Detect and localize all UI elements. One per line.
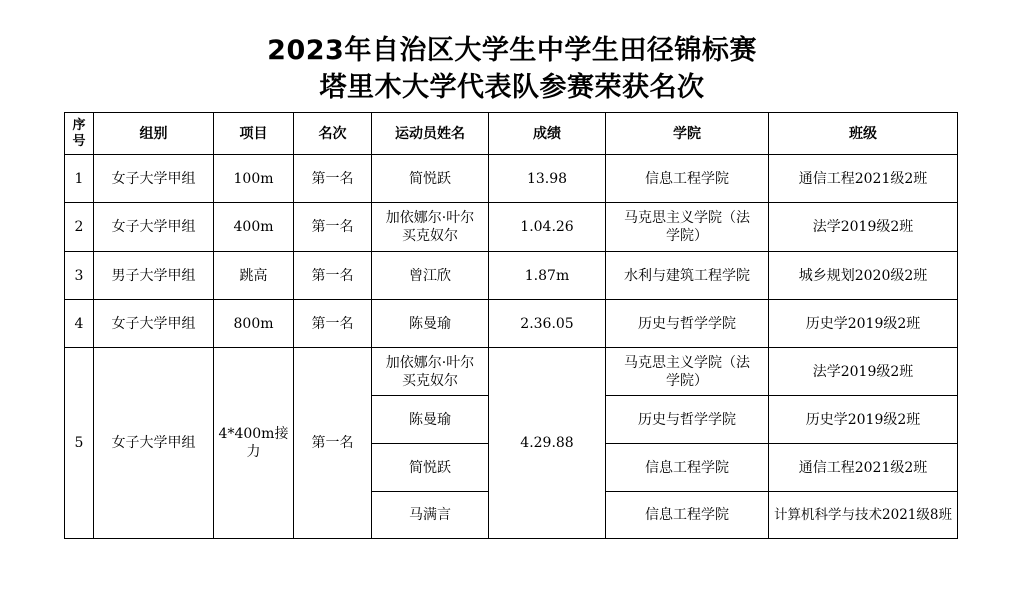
cell-college: 信息工程学院 xyxy=(606,155,769,203)
cell-result: 1.04.26 xyxy=(489,203,606,252)
cell-athlete: 陈曼瑜 xyxy=(372,396,489,444)
cell-class: 通信工程2021级2班 xyxy=(769,444,958,492)
title-line-2: 塔里木大学代表队参赛荣获名次 xyxy=(319,72,705,103)
cell-class: 法学2019级2班 xyxy=(769,348,958,396)
cell-rank: 第一名 xyxy=(294,203,372,252)
cell-event: 800m xyxy=(214,300,294,348)
cell-no: 5 xyxy=(65,348,94,539)
cell-result: 2.36.05 xyxy=(489,300,606,348)
cell-group: 女子大学甲组 xyxy=(94,300,214,348)
cell-college: 历史与哲学学院 xyxy=(606,300,769,348)
cell-athlete: 简悦跃 xyxy=(372,155,489,203)
header-college: 学院 xyxy=(606,113,769,155)
cell-rank: 第一名 xyxy=(294,348,372,539)
header-class: 班级 xyxy=(769,113,958,155)
results-table xyxy=(64,112,958,539)
cell-rank: 第一名 xyxy=(294,300,372,348)
cell-event: 跳高 xyxy=(214,252,294,300)
cell-class: 历史学2019级2班 xyxy=(769,300,958,348)
cell-class: 通信工程2021级2班 xyxy=(769,155,958,203)
cell-event: 100m xyxy=(214,155,294,203)
cell-college: 马克思主义学院（法学院） xyxy=(606,348,769,396)
cell-class: 城乡规划2020级2班 xyxy=(769,252,958,300)
cell-athlete: 简悦跃 xyxy=(372,444,489,492)
header-group: 组别 xyxy=(94,113,214,155)
cell-result: 4.29.88 xyxy=(489,348,606,539)
cell-college: 马克思主义学院（法学院） xyxy=(606,203,769,252)
cell-athlete: 陈曼瑜 xyxy=(372,300,489,348)
table-row xyxy=(65,348,958,396)
cell-rank: 第一名 xyxy=(294,155,372,203)
header-athlete: 运动员姓名 xyxy=(372,113,489,155)
cell-athlete: 加依娜尔·叶尔买克奴尔 xyxy=(372,203,489,252)
cell-no: 3 xyxy=(65,252,94,300)
cell-college: 历史与哲学学院 xyxy=(606,396,769,444)
title-line-1: 2023年自治区大学生中学生田径锦标赛 xyxy=(267,35,757,66)
cell-class: 法学2019级2班 xyxy=(769,203,958,252)
cell-group: 女子大学甲组 xyxy=(94,348,214,539)
header-event: 项目 xyxy=(214,113,294,155)
header-rank: 名次 xyxy=(294,113,372,155)
cell-result: 13.98 xyxy=(489,155,606,203)
cell-athlete: 曾江欣 xyxy=(372,252,489,300)
cell-no: 4 xyxy=(65,300,94,348)
cell-athlete: 马满言 xyxy=(372,492,489,539)
cell-athlete: 加依娜尔·叶尔买克奴尔 xyxy=(372,348,489,396)
header-result: 成绩 xyxy=(489,113,606,155)
cell-event: 400m xyxy=(214,203,294,252)
cell-result: 1.87m xyxy=(489,252,606,300)
cell-group: 女子大学甲组 xyxy=(94,155,214,203)
table-row xyxy=(65,300,958,348)
cell-group: 男子大学甲组 xyxy=(94,252,214,300)
cell-college: 信息工程学院 xyxy=(606,444,769,492)
cell-college: 信息工程学院 xyxy=(606,492,769,539)
table-row xyxy=(65,252,958,300)
cell-rank: 第一名 xyxy=(294,252,372,300)
cell-no: 1 xyxy=(65,155,94,203)
cell-college: 水利与建筑工程学院 xyxy=(606,252,769,300)
cell-no: 2 xyxy=(65,203,94,252)
header-no: 序号 xyxy=(65,113,94,155)
cell-event: 4*400m接力 xyxy=(214,348,294,539)
cell-class: 历史学2019级2班 xyxy=(769,396,958,444)
table-row xyxy=(65,155,958,203)
cell-class: 计算机科学与技术2021级8班 xyxy=(769,492,958,539)
cell-group: 女子大学甲组 xyxy=(94,203,214,252)
header-row xyxy=(65,113,958,155)
table-row xyxy=(65,203,958,252)
